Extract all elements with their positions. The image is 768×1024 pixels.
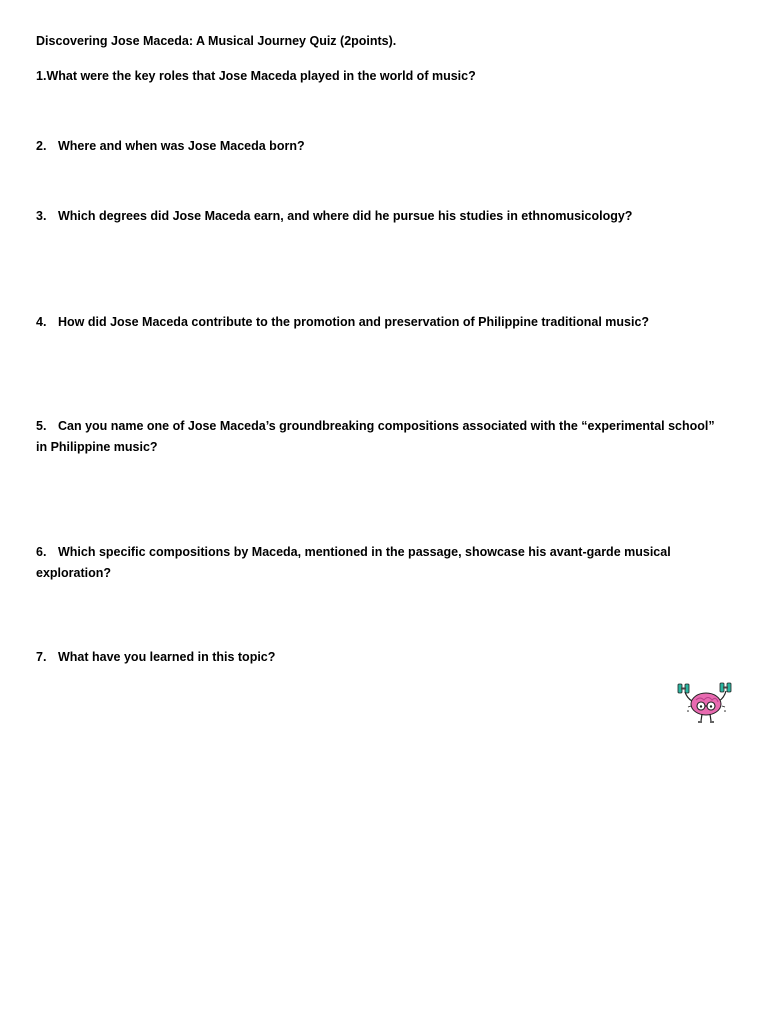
- question-7: [36, 647, 726, 668]
- question-4: [36, 312, 726, 333]
- question-2: [36, 136, 726, 157]
- question-number: 5.: [36, 419, 47, 433]
- question-number: 7.: [36, 650, 47, 664]
- question-number: 6.: [36, 545, 47, 559]
- question-text: Where and when was Jose Maceda born?: [58, 139, 305, 153]
- question-text: What were the key roles that Jose Maceda played in the world of music?: [46, 69, 476, 83]
- question-1: [36, 66, 726, 87]
- question-number: 1.: [36, 69, 47, 83]
- brain-lifting-dumbbells-icon: [676, 680, 736, 726]
- question-number: 2.: [36, 139, 47, 153]
- question-number: 3.: [36, 209, 47, 223]
- question-text: Which specific compositions by Maceda, mentioned in the passage, showcase his avant-garde musical exploration?: [36, 545, 671, 580]
- question-text: Can you name one of Jose Maceda’s groundbreaking compositions associated with the “experimental school” in Philippine music?: [36, 419, 715, 454]
- question-text: What have you learned in this topic?: [58, 650, 276, 664]
- quiz-title: Discovering Jose Maceda: A Musical Journey Quiz (2points).: [36, 34, 397, 48]
- question-number: 4.: [36, 315, 47, 329]
- question-3: [36, 206, 726, 227]
- question-text: Which degrees did Jose Maceda earn, and where did he pursue his studies in ethnomusicology?: [58, 209, 633, 223]
- question-text: How did Jose Maceda contribute to the promotion and preservation of Philippine traditional music?: [58, 315, 650, 329]
- question-6: [36, 542, 726, 584]
- question-5: [36, 416, 726, 458]
